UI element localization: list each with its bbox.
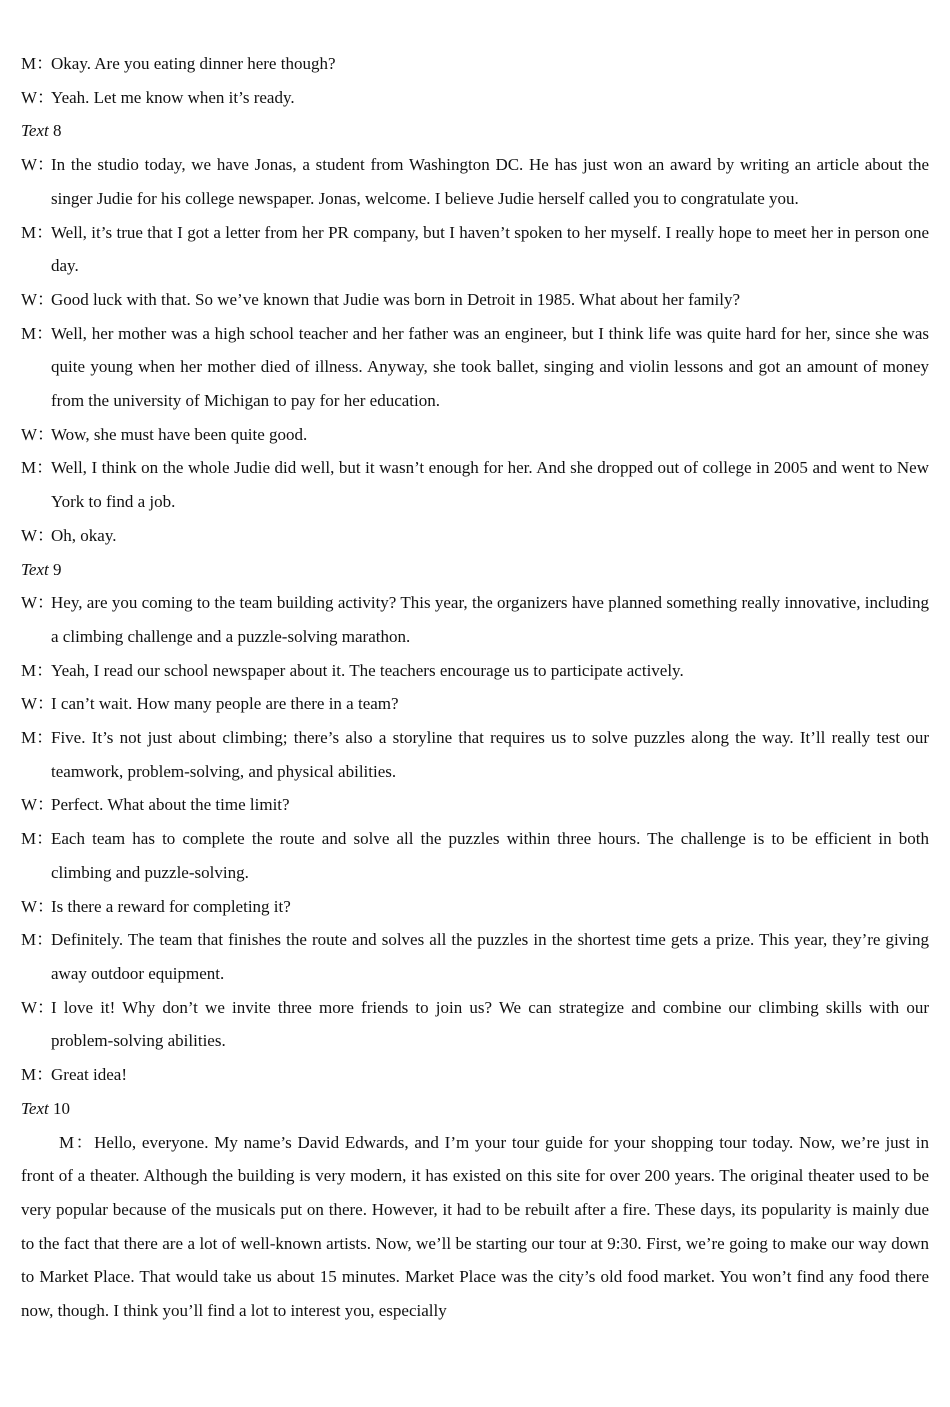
section-heading	[21, 114, 929, 148]
dialogue-turn	[21, 721, 929, 788]
speaker-label: W：	[21, 87, 55, 107]
speaker-label: W：	[21, 694, 55, 714]
turn-text: Well, her mother was a high school teacher and her father was an engineer, but I think life was quite hard for her, since she was quite young when her mother died of illness. Anyway, she took ballet, singing and violin lessons and got an amount of money from the university of Michigan to pay for her education.	[51, 323, 929, 411]
heading-label: Text	[21, 121, 49, 141]
dialogue-section	[21, 553, 929, 1092]
dialogue-turn	[21, 148, 929, 215]
speaker-label: W：	[21, 525, 55, 545]
speaker-label: M：	[21, 660, 54, 680]
dialogue-turn	[21, 654, 929, 688]
heading-number: 8	[52, 121, 62, 141]
heading-number: 10	[52, 1098, 70, 1118]
dialogue-turn	[21, 317, 929, 418]
turn-text: Yeah. Let me know when it’s ready.	[51, 87, 295, 107]
monologue-paragraph: M：Hello, everyone. My name’s David Edwards, and I’m your tour guide for your shopping tour today. Now, we’re just in front of a theater. Although the building is very modern, it has existed on this site for over 200 years. The original theater used to be very popular because of the musicals put on there. However, it had to be rebuilt after a fire. These days, its popularity is mainly due to the fact that there are a lot of well-known artists. Now, we’ll be starting our tour at 9:30. First, we’re going to make our way down to Market Place. That would take us about 15 minutes. Market Place was the city’s old food market. You won’t find any food there now, though. I think you’ll find a lot to interest you, especially	[21, 1132, 929, 1321]
turn-text: Is there a reward for completing it?	[51, 896, 291, 916]
dialogue-turn	[21, 47, 929, 81]
transcript-body	[21, 47, 929, 1328]
turn-text: Hey, are you coming to the team building activity? This year, the organizers have planned something really innovative, including a climbing challenge and a puzzle-solving marathon.	[51, 593, 929, 646]
dialogue-turn	[21, 216, 929, 283]
turn-text: I love it! Why don’t we invite three more friends to join us? We can strategize and combine our climbing skills with our problem-solving abilities.	[51, 997, 929, 1051]
speaker-label: W：	[21, 896, 55, 916]
turn-text: Wow, she must have been quite good.	[51, 424, 308, 444]
turn-text: Five. It’s not just about climbing; there’s also a storyline that requires us to solve puzzles along the way. It’ll really test our teamwork, problem-solving, and physical abilities.	[51, 728, 929, 781]
document-page	[0, 47, 950, 1347]
speaker-label: M：	[21, 930, 54, 950]
dialogue-turn	[21, 81, 929, 115]
dialogue-turn	[21, 687, 929, 721]
dialogue-section	[21, 47, 929, 114]
turn-text: I can’t wait. How many people are there in a team?	[51, 694, 399, 714]
monologue-section	[21, 1092, 929, 1328]
speaker-label: M：	[21, 1065, 54, 1085]
turn-text: Perfect. What about the time limit?	[51, 795, 290, 815]
dialogue-turn	[21, 1058, 929, 1092]
speaker-label: M：	[21, 54, 54, 73]
turn-text: Definitely. The team that finishes the route and solves all the puzzles in the shortest time gets a prize. This year, they’re giving away outdoor equipment.	[51, 930, 929, 983]
speaker-label: M：	[21, 323, 54, 343]
speaker-label: W：	[21, 424, 55, 444]
dialogue-turn	[21, 418, 929, 452]
turn-text: Well, I think on the whole Judie did well, but it wasn’t enough for her. And she dropped out of college in 2005 and went to New York to find a job.	[51, 458, 929, 512]
speaker-label: W：	[21, 997, 55, 1017]
speaker-label: W：	[21, 289, 55, 309]
dialogue-turn	[21, 788, 929, 822]
turn-text: Great idea!	[51, 1065, 127, 1085]
speaker-label: M：	[21, 222, 54, 242]
heading-label: Text	[21, 1098, 49, 1118]
speaker-label: M：	[21, 728, 54, 748]
dialogue-turn	[21, 822, 929, 889]
dialogue-turn	[21, 519, 929, 553]
speaker-label: W：	[21, 593, 55, 613]
dialogue-turn	[21, 586, 929, 653]
dialogue-turn	[21, 283, 929, 317]
turn-text: Okay. Are you eating dinner here though?	[51, 54, 336, 73]
turn-text: Well, it’s true that I got a letter from her PR company, but I haven’t spoken to her myself. I really hope to meet her in person one day.	[51, 222, 929, 276]
section-heading	[21, 1092, 929, 1126]
turn-text: Oh, okay.	[51, 525, 117, 545]
heading-label: Text	[21, 559, 49, 579]
turn-text: In the studio today, we have Jonas, a student from Washington DC. He has just won an award by writing an article about the singer Judie for his college newspaper. Jonas, welcome. I believe Judie herself called you to congratulate you.	[51, 155, 929, 208]
turn-text: Yeah, I read our school newspaper about it. The teachers encourage us to participate actively.	[51, 660, 684, 680]
dialogue-turn	[21, 451, 929, 518]
turn-text: Each team has to complete the route and solve all the puzzles within three hours. The challenge is to be efficient in both climbing and puzzle-solving.	[51, 829, 929, 882]
turn-text: Good luck with that. So we’ve known that Judie was born in Detroit in 1985. What about her family?	[51, 289, 740, 309]
speaker-label: W：	[21, 795, 55, 815]
dialogue-turn	[21, 991, 929, 1058]
speaker-label: M：	[21, 829, 54, 849]
dialogue-turn	[21, 923, 929, 990]
speaker-label: W：	[21, 155, 55, 175]
dialogue-section	[21, 114, 929, 552]
dialogue-turn	[21, 890, 929, 924]
speaker-label: M：	[21, 458, 54, 478]
heading-number: 9	[52, 559, 62, 579]
section-heading	[21, 553, 929, 587]
